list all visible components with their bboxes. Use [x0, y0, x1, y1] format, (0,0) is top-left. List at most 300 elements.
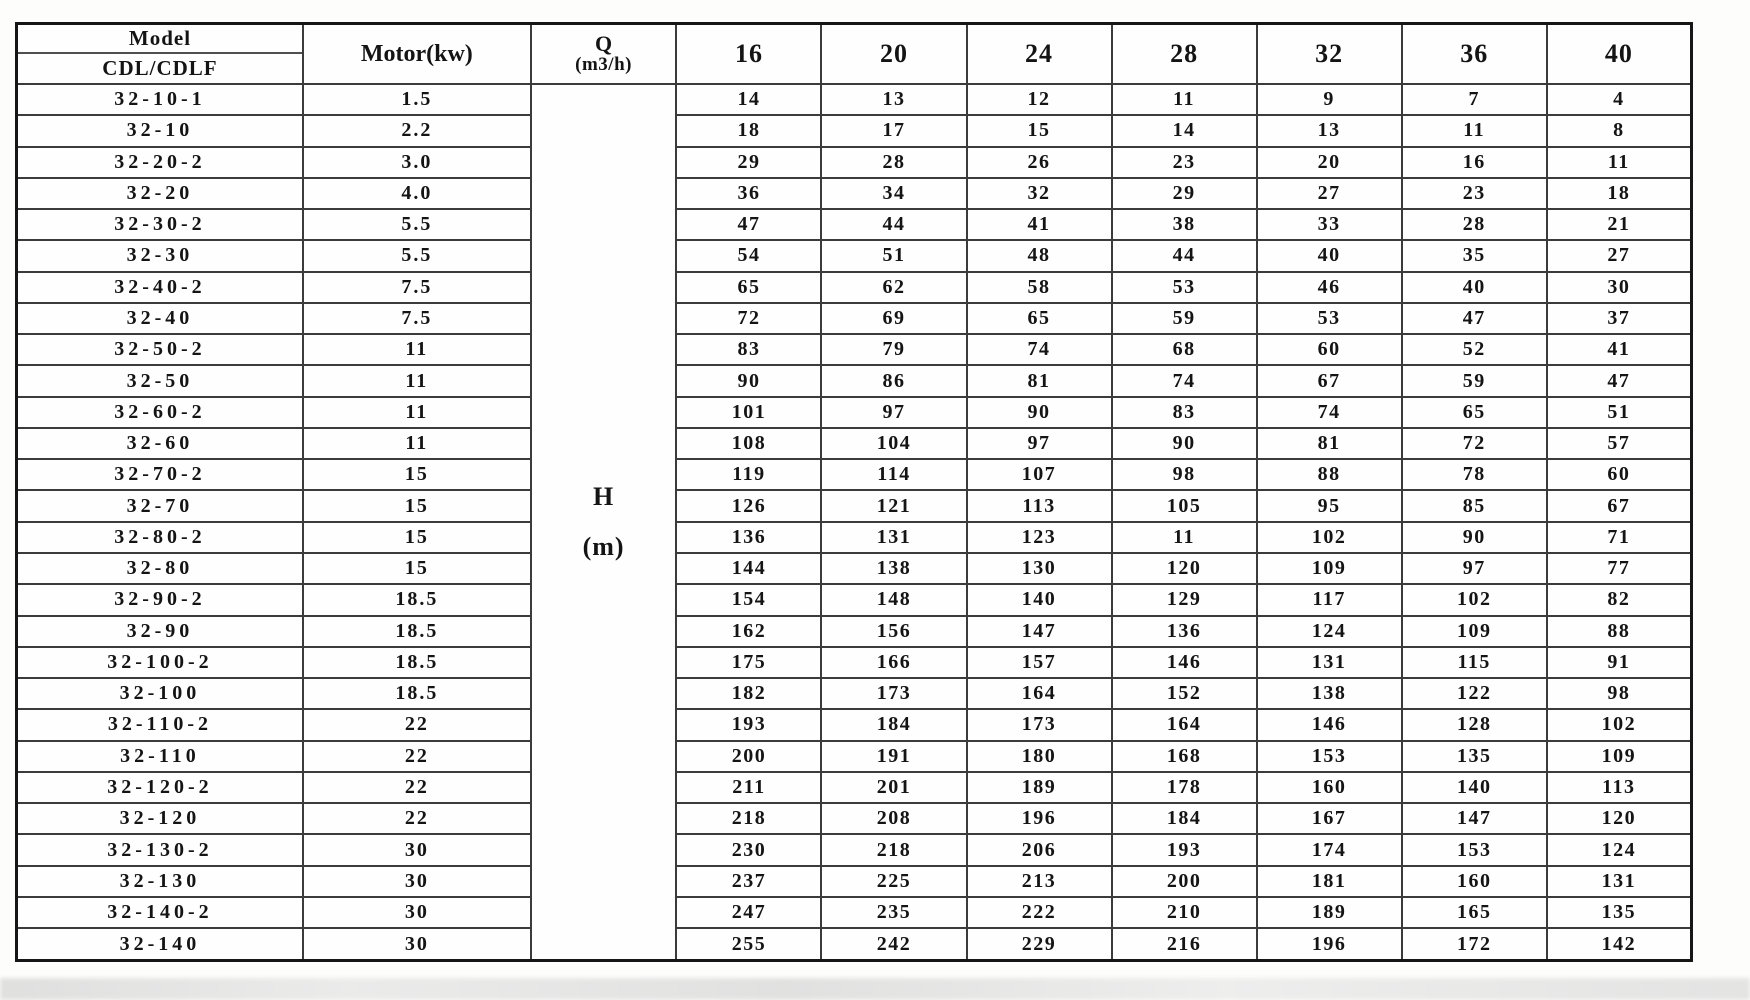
- model-cell: 32-30-2: [17, 209, 303, 240]
- flow-unit-label: (m3/h): [575, 54, 632, 75]
- head-value-cell: 247: [676, 897, 821, 928]
- head-value-cell: 15: [967, 115, 1112, 146]
- head-value-cell: 210: [1112, 897, 1257, 928]
- head-value-cell: 173: [967, 709, 1112, 740]
- head-value-cell: 109: [1257, 553, 1402, 584]
- head-value-cell: 130: [967, 553, 1112, 584]
- head-value-cell: 114: [821, 459, 966, 490]
- head-value-cell: 119: [676, 459, 821, 490]
- head-value-cell: 101: [676, 397, 821, 428]
- head-value-cell: 88: [1257, 459, 1402, 490]
- model-cell: 32-140-2: [17, 897, 303, 928]
- motor-power-cell: 15: [303, 459, 531, 490]
- head-value-cell: 40: [1402, 272, 1547, 303]
- head-value-cell: 200: [676, 741, 821, 772]
- head-value-cell: 29: [1112, 178, 1257, 209]
- head-value-cell: 72: [1402, 428, 1547, 459]
- head-value-cell: 136: [1112, 616, 1257, 647]
- motor-power-cell: 11: [303, 334, 531, 365]
- motor-power-cell: 22: [303, 803, 531, 834]
- model-cell: 32-50-2: [17, 334, 303, 365]
- head-value-cell: 44: [821, 209, 966, 240]
- head-value-cell: 23: [1402, 178, 1547, 209]
- model-cell: 32-100: [17, 678, 303, 709]
- head-value-cell: 109: [1402, 616, 1547, 647]
- head-value-cell: 72: [676, 303, 821, 334]
- head-value-cell: 193: [676, 709, 821, 740]
- head-value-cell: 11: [1112, 84, 1257, 115]
- head-value-cell: 20: [1257, 147, 1402, 178]
- model-cell: 32-90-2: [17, 584, 303, 615]
- head-value-cell: 11: [1547, 147, 1692, 178]
- head-value-cell: 206: [967, 834, 1112, 865]
- motor-power-cell: 18.5: [303, 678, 531, 709]
- head-value-cell: 157: [967, 647, 1112, 678]
- head-value-cell: 162: [676, 616, 821, 647]
- flow-column-header-36: 36: [1402, 24, 1547, 85]
- head-value-cell: 4: [1547, 84, 1692, 115]
- model-cell: 32-130-2: [17, 834, 303, 865]
- head-value-cell: 65: [967, 303, 1112, 334]
- header-row: [17, 24, 1692, 85]
- head-value-cell: 138: [1257, 678, 1402, 709]
- head-value-cell: 74: [1112, 365, 1257, 396]
- motor-power-cell: 7.5: [303, 303, 531, 334]
- motor-power-cell: 22: [303, 709, 531, 740]
- head-value-cell: 181: [1257, 866, 1402, 897]
- motor-power-cell: 7.5: [303, 272, 531, 303]
- head-value-cell: 136: [676, 522, 821, 553]
- head-unit-cell: [531, 84, 677, 961]
- head-value-cell: 152: [1112, 678, 1257, 709]
- head-value-cell: 81: [967, 365, 1112, 396]
- model-cell: 32-120: [17, 803, 303, 834]
- head-value-cell: 54: [676, 240, 821, 271]
- head-value-cell: 142: [1547, 928, 1692, 960]
- model-cell: 32-60: [17, 428, 303, 459]
- head-value-cell: 131: [1257, 647, 1402, 678]
- head-value-cell: 129: [1112, 584, 1257, 615]
- table-row: [17, 84, 1692, 115]
- head-value-cell: 140: [1402, 772, 1547, 803]
- head-value-cell: 60: [1257, 334, 1402, 365]
- head-value-cell: 69: [821, 303, 966, 334]
- head-value-cell: 113: [967, 490, 1112, 521]
- model-cell: 32-60-2: [17, 397, 303, 428]
- table-row: [17, 240, 1692, 271]
- head-value-cell: 77: [1547, 553, 1692, 584]
- head-value-cell: 98: [1547, 678, 1692, 709]
- table-row: [17, 272, 1692, 303]
- head-value-cell: 83: [676, 334, 821, 365]
- head-value-cell: 235: [821, 897, 966, 928]
- model-header-subtitle: CDL/CDLF: [102, 56, 218, 80]
- head-value-cell: 97: [967, 428, 1112, 459]
- head-value-cell: 36: [676, 178, 821, 209]
- table-row: [17, 834, 1692, 865]
- head-value-cell: 59: [1402, 365, 1547, 396]
- head-value-cell: 27: [1257, 178, 1402, 209]
- model-cell: 32-40-2: [17, 272, 303, 303]
- head-value-cell: 184: [821, 709, 966, 740]
- model-cell: 32-140: [17, 928, 303, 960]
- table-row: [17, 490, 1692, 521]
- table-row: [17, 647, 1692, 678]
- head-value-cell: 11: [1112, 522, 1257, 553]
- head-value-cell: 38: [1112, 209, 1257, 240]
- head-value-cell: 46: [1257, 272, 1402, 303]
- head-value-cell: 13: [821, 84, 966, 115]
- flow-column-header-16: 16: [676, 24, 821, 85]
- head-value-cell: 40: [1257, 240, 1402, 271]
- model-cell: 32-130: [17, 866, 303, 897]
- flow-column-header-32: 32: [1257, 24, 1402, 85]
- head-value-cell: 153: [1402, 834, 1547, 865]
- motor-power-cell: 30: [303, 866, 531, 897]
- head-value-cell: 128: [1402, 709, 1547, 740]
- model-cell: 32-100-2: [17, 647, 303, 678]
- head-value-cell: 97: [821, 397, 966, 428]
- head-value-cell: 83: [1112, 397, 1257, 428]
- motor-header-cell: Motor(kw): [303, 24, 531, 85]
- table-row: [17, 928, 1692, 960]
- head-value-cell: 29: [676, 147, 821, 178]
- head-value-cell: 67: [1257, 365, 1402, 396]
- head-value-cell: 74: [1257, 397, 1402, 428]
- head-value-cell: 18: [676, 115, 821, 146]
- head-value-cell: 156: [821, 616, 966, 647]
- head-value-cell: 201: [821, 772, 966, 803]
- motor-power-cell: 11: [303, 397, 531, 428]
- head-value-cell: 184: [1112, 803, 1257, 834]
- model-header-cell: [17, 24, 303, 85]
- head-value-cell: 59: [1112, 303, 1257, 334]
- head-value-cell: 104: [821, 428, 966, 459]
- head-value-cell: 122: [1402, 678, 1547, 709]
- head-value-cell: 140: [967, 584, 1112, 615]
- head-value-cell: 218: [676, 803, 821, 834]
- model-cell: 32-80-2: [17, 522, 303, 553]
- model-cell: 32-90: [17, 616, 303, 647]
- motor-power-cell: 2.2: [303, 115, 531, 146]
- head-value-cell: 193: [1112, 834, 1257, 865]
- motor-power-cell: 5.5: [303, 240, 531, 271]
- head-value-cell: 121: [821, 490, 966, 521]
- head-value-cell: 213: [967, 866, 1112, 897]
- head-value-cell: 167: [1257, 803, 1402, 834]
- table-row: [17, 428, 1692, 459]
- model-cell: 32-50: [17, 365, 303, 396]
- head-value-cell: 88: [1547, 616, 1692, 647]
- head-value-cell: 85: [1402, 490, 1547, 521]
- head-value-cell: 52: [1402, 334, 1547, 365]
- head-value-cell: 41: [967, 209, 1112, 240]
- head-value-cell: 175: [676, 647, 821, 678]
- head-value-cell: 164: [1112, 709, 1257, 740]
- head-value-cell: 9: [1257, 84, 1402, 115]
- head-value-cell: 78: [1402, 459, 1547, 490]
- head-value-cell: 74: [967, 334, 1112, 365]
- table-row: [17, 459, 1692, 490]
- head-value-cell: 60: [1547, 459, 1692, 490]
- head-value-cell: 71: [1547, 522, 1692, 553]
- head-value-cell: 189: [967, 772, 1112, 803]
- table-row: [17, 741, 1692, 772]
- table-row: [17, 678, 1692, 709]
- head-value-cell: 90: [967, 397, 1112, 428]
- head-value-cell: 97: [1402, 553, 1547, 584]
- head-value-cell: 44: [1112, 240, 1257, 271]
- head-value-cell: 124: [1547, 834, 1692, 865]
- head-value-cell: 27: [1547, 240, 1692, 271]
- head-value-cell: 165: [1402, 897, 1547, 928]
- head-value-cell: 51: [821, 240, 966, 271]
- head-value-cell: 16: [1402, 147, 1547, 178]
- motor-power-cell: 15: [303, 553, 531, 584]
- table-row: [17, 397, 1692, 428]
- head-value-cell: 47: [676, 209, 821, 240]
- model-cell: 32-30: [17, 240, 303, 271]
- head-value-cell: 86: [821, 365, 966, 396]
- head-value-cell: 168: [1112, 741, 1257, 772]
- motor-power-cell: 11: [303, 428, 531, 459]
- head-value-cell: 164: [967, 678, 1112, 709]
- head-value-cell: 35: [1402, 240, 1547, 271]
- head-value-cell: 107: [967, 459, 1112, 490]
- head-value-cell: 28: [1402, 209, 1547, 240]
- table-row: [17, 115, 1692, 146]
- head-value-cell: 11: [1402, 115, 1547, 146]
- head-value-cell: 90: [1402, 522, 1547, 553]
- table-row: [17, 803, 1692, 834]
- head-value-cell: 160: [1257, 772, 1402, 803]
- head-value-cell: 33: [1257, 209, 1402, 240]
- head-value-cell: 32: [967, 178, 1112, 209]
- motor-power-cell: 30: [303, 897, 531, 928]
- table-row: [17, 209, 1692, 240]
- model-cell: 32-110-2: [17, 709, 303, 740]
- table-row: [17, 178, 1692, 209]
- table-row: [17, 334, 1692, 365]
- head-value-cell: 53: [1257, 303, 1402, 334]
- head-value-cell: 131: [1547, 866, 1692, 897]
- head-value-cell: 81: [1257, 428, 1402, 459]
- head-value-cell: 147: [967, 616, 1112, 647]
- head-value-cell: 172: [1402, 928, 1547, 960]
- head-value-cell: 242: [821, 928, 966, 960]
- head-value-cell: 120: [1547, 803, 1692, 834]
- table-row: [17, 522, 1692, 553]
- head-value-cell: 189: [1257, 897, 1402, 928]
- model-cell: 32-110: [17, 741, 303, 772]
- head-value-cell: 126: [676, 490, 821, 521]
- head-value-cell: 102: [1547, 709, 1692, 740]
- head-value-cell: 51: [1547, 397, 1692, 428]
- motor-power-cell: 22: [303, 741, 531, 772]
- head-value-cell: 135: [1547, 897, 1692, 928]
- motor-power-cell: 18.5: [303, 584, 531, 615]
- head-value-cell: 208: [821, 803, 966, 834]
- head-value-cell: 82: [1547, 584, 1692, 615]
- flow-column-header-24: 24: [967, 24, 1112, 85]
- motor-power-cell: 30: [303, 834, 531, 865]
- head-value-cell: 191: [821, 741, 966, 772]
- pump-head-table: [15, 22, 1693, 962]
- head-value-cell: 37: [1547, 303, 1692, 334]
- head-value-cell: 95: [1257, 490, 1402, 521]
- head-unit-label: (m): [582, 532, 625, 561]
- head-value-cell: 211: [676, 772, 821, 803]
- head-symbol-label: H: [592, 482, 615, 511]
- motor-power-cell: 18.5: [303, 647, 531, 678]
- motor-power-cell: 5.5: [303, 209, 531, 240]
- table-row: [17, 584, 1692, 615]
- head-value-cell: 146: [1112, 647, 1257, 678]
- head-value-cell: 47: [1547, 365, 1692, 396]
- head-value-cell: 120: [1112, 553, 1257, 584]
- model-cell: 32-40: [17, 303, 303, 334]
- flow-column-header-28: 28: [1112, 24, 1257, 85]
- head-value-cell: 90: [1112, 428, 1257, 459]
- head-value-cell: 182: [676, 678, 821, 709]
- head-value-cell: 21: [1547, 209, 1692, 240]
- motor-power-cell: 30: [303, 928, 531, 960]
- head-value-cell: 102: [1402, 584, 1547, 615]
- head-value-cell: 79: [821, 334, 966, 365]
- head-value-cell: 105: [1112, 490, 1257, 521]
- scan-artifact-bar: [0, 978, 1750, 1000]
- head-value-cell: 58: [967, 272, 1112, 303]
- head-value-cell: 138: [821, 553, 966, 584]
- head-value-cell: 34: [821, 178, 966, 209]
- motor-power-cell: 18.5: [303, 616, 531, 647]
- head-value-cell: 147: [1402, 803, 1547, 834]
- head-value-cell: 135: [1402, 741, 1547, 772]
- head-value-cell: 67: [1547, 490, 1692, 521]
- head-value-cell: 48: [967, 240, 1112, 271]
- head-value-cell: 166: [821, 647, 966, 678]
- head-value-cell: 216: [1112, 928, 1257, 960]
- head-value-cell: 230: [676, 834, 821, 865]
- head-value-cell: 174: [1257, 834, 1402, 865]
- head-value-cell: 14: [1112, 115, 1257, 146]
- head-value-cell: 117: [1257, 584, 1402, 615]
- head-value-cell: 57: [1547, 428, 1692, 459]
- head-value-cell: 144: [676, 553, 821, 584]
- motor-power-cell: 15: [303, 490, 531, 521]
- flow-header-cell: [531, 24, 677, 85]
- head-value-cell: 180: [967, 741, 1112, 772]
- head-value-cell: 90: [676, 365, 821, 396]
- model-cell: 32-10-1: [17, 84, 303, 115]
- head-value-cell: 124: [1257, 616, 1402, 647]
- head-value-cell: 12: [967, 84, 1112, 115]
- head-value-cell: 68: [1112, 334, 1257, 365]
- head-value-cell: 30: [1547, 272, 1692, 303]
- table-row: [17, 147, 1692, 178]
- motor-power-cell: 22: [303, 772, 531, 803]
- flow-symbol-label: Q: [595, 31, 613, 56]
- head-value-cell: 13: [1257, 115, 1402, 146]
- motor-power-cell: 1.5: [303, 84, 531, 115]
- table-row: [17, 709, 1692, 740]
- head-value-cell: 91: [1547, 647, 1692, 678]
- head-value-cell: 146: [1257, 709, 1402, 740]
- motor-power-cell: 11: [303, 365, 531, 396]
- head-value-cell: 102: [1257, 522, 1402, 553]
- head-value-cell: 109: [1547, 741, 1692, 772]
- head-value-cell: 115: [1402, 647, 1547, 678]
- head-value-cell: 154: [676, 584, 821, 615]
- model-cell: 32-70-2: [17, 459, 303, 490]
- head-value-cell: 65: [1402, 397, 1547, 428]
- model-cell: 32-10: [17, 115, 303, 146]
- head-value-cell: 7: [1402, 84, 1547, 115]
- head-value-cell: 47: [1402, 303, 1547, 334]
- head-value-cell: 18: [1547, 178, 1692, 209]
- head-value-cell: 200: [1112, 866, 1257, 897]
- head-value-cell: 173: [821, 678, 966, 709]
- head-value-cell: 62: [821, 272, 966, 303]
- motor-power-cell: 15: [303, 522, 531, 553]
- table-row: [17, 553, 1692, 584]
- head-value-cell: 237: [676, 866, 821, 897]
- table-row: [17, 897, 1692, 928]
- head-value-cell: 229: [967, 928, 1112, 960]
- head-value-cell: 98: [1112, 459, 1257, 490]
- flow-column-header-40: 40: [1547, 24, 1692, 85]
- head-value-cell: 178: [1112, 772, 1257, 803]
- table-row: [17, 866, 1692, 897]
- head-value-cell: 255: [676, 928, 821, 960]
- head-value-cell: 108: [676, 428, 821, 459]
- head-value-cell: 65: [676, 272, 821, 303]
- head-value-cell: 218: [821, 834, 966, 865]
- table-row: [17, 303, 1692, 334]
- table-row: [17, 772, 1692, 803]
- head-value-cell: 41: [1547, 334, 1692, 365]
- model-cell: 32-120-2: [17, 772, 303, 803]
- head-value-cell: 26: [967, 147, 1112, 178]
- model-cell: 32-80: [17, 553, 303, 584]
- head-value-cell: 23: [1112, 147, 1257, 178]
- model-cell: 32-70: [17, 490, 303, 521]
- motor-power-cell: 4.0: [303, 178, 531, 209]
- head-value-cell: 8: [1547, 115, 1692, 146]
- model-cell: 32-20: [17, 178, 303, 209]
- head-value-cell: 53: [1112, 272, 1257, 303]
- flow-column-header-20: 20: [821, 24, 966, 85]
- head-value-cell: 196: [967, 803, 1112, 834]
- head-value-cell: 148: [821, 584, 966, 615]
- table-row: [17, 365, 1692, 396]
- head-value-cell: 222: [967, 897, 1112, 928]
- head-unit-label-group: [532, 484, 676, 560]
- head-value-cell: 160: [1402, 866, 1547, 897]
- head-value-cell: 28: [821, 147, 966, 178]
- head-value-cell: 113: [1547, 772, 1692, 803]
- head-value-cell: 14: [676, 84, 821, 115]
- head-value-cell: 225: [821, 866, 966, 897]
- head-value-cell: 131: [821, 522, 966, 553]
- model-header-title: Model: [18, 25, 302, 54]
- head-value-cell: 153: [1257, 741, 1402, 772]
- head-value-cell: 196: [1257, 928, 1402, 960]
- table-row: [17, 616, 1692, 647]
- model-cell: 32-20-2: [17, 147, 303, 178]
- head-value-cell: 17: [821, 115, 966, 146]
- motor-power-cell: 3.0: [303, 147, 531, 178]
